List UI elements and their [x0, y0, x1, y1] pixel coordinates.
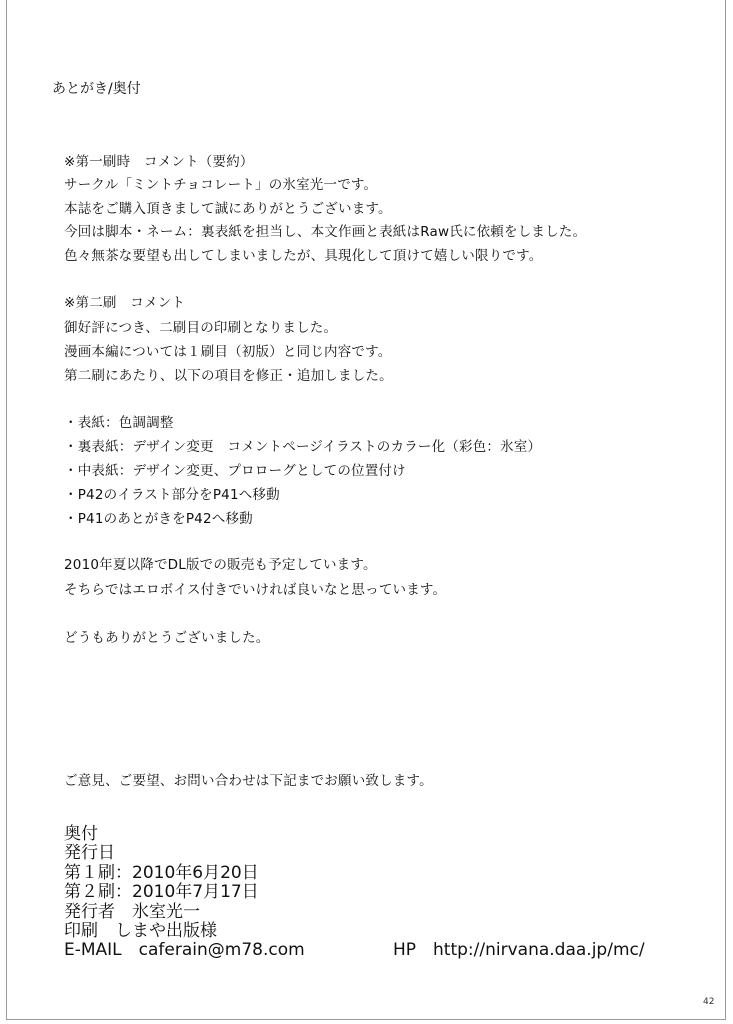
- comment-line: 漫画本編については１刷目（初版）と同じ内容です。: [64, 344, 392, 360]
- comment-line: 今回は脚本・ネーム：裏表紙を担当し、本文作画と表紙はRaw氏に依頼をしました。: [64, 224, 587, 240]
- page-number: 42: [703, 997, 715, 1007]
- printer: 印刷 しまや出版様: [64, 921, 217, 941]
- contact-note: ご意見、ご要望、お問い合わせは下記までお願い致します。: [64, 773, 433, 789]
- second-print-date: 第２刷：2010年7月17日: [64, 882, 259, 902]
- change-list-item: ・P41のあとがきをP42へ移動: [64, 511, 253, 527]
- homepage-url: HP http://nirvana.daa.jp/mc/: [393, 940, 645, 960]
- issue-date-label: 発行日: [64, 843, 115, 863]
- change-list-item: ・裏表紙：デザイン変更 コメントページイラストのカラー化（彩色：氷室）: [64, 439, 542, 455]
- comment-line: 色々無茶な要望も出してしまいましたが、具現化して頂けて嬉しい限りです。: [64, 248, 543, 264]
- colophon-title: 奥付: [64, 824, 98, 844]
- change-list-item: ・中表紙：デザイン変更、プロローグとしての位置付け: [64, 463, 406, 479]
- comment-line: 本誌をご購入頂きまして誠にありがとうございます。: [64, 201, 392, 217]
- comment-line: 2010年夏以降でDL版での販売も予定しています。: [64, 557, 377, 573]
- comment-line: そちらではエロボイス付きでいければ良いなと思っています。: [64, 582, 447, 598]
- second-print-comment-heading: ※第二刷 コメント: [64, 295, 186, 311]
- comment-line: 御好評につき、二刷目の印刷となりました。: [64, 320, 338, 336]
- publisher: 発行者 氷室光一: [64, 902, 200, 922]
- thanks-line: どうもありがとうございました。: [64, 630, 270, 646]
- comment-line: 第二刷にあたり、以下の項目を修正・追加しました。: [64, 368, 393, 384]
- email: E-MAIL caferain@m78.com: [64, 940, 305, 960]
- change-list-item: ・P42のイラスト部分をP41へ移動: [64, 487, 280, 503]
- page-title: あとがき/奥付: [52, 81, 141, 97]
- comment-line: サークル「ミントチョコレート」の氷室光一です。: [64, 177, 378, 193]
- change-list-item: ・表紙：色調調整: [64, 415, 174, 431]
- first-print-date: 第１刷：2010年6月20日: [64, 863, 259, 883]
- first-print-comment-heading: ※第一刷時 コメント（要約）: [64, 154, 254, 170]
